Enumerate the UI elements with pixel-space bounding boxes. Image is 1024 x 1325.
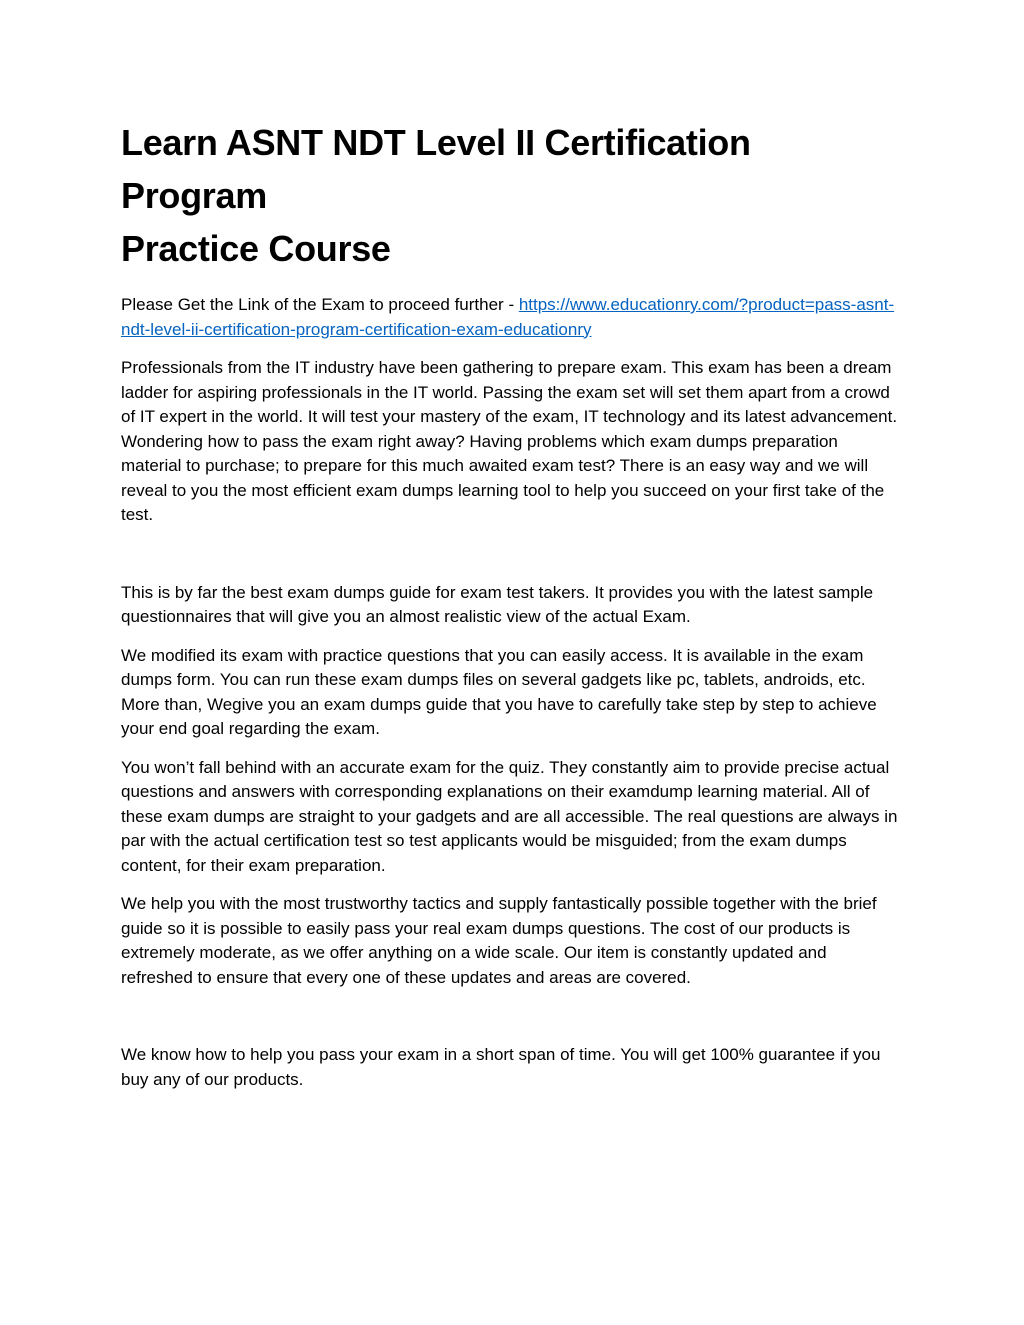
link-paragraph [121, 293, 903, 342]
paragraph-best-guide: This is by far the best exam dumps guide for exam test takers. It provides you with the latest sample questionnaires that will give you an almost realistic view of the actual Exam. [121, 582, 874, 626]
paragraph-guarantee: We know how to help you pass your exam in a short span of time. You will get 100% guarantee if you buy any of our products. [121, 1045, 881, 1089]
blank-line-1 [121, 542, 903, 567]
page-title-line-2: Practice Course [121, 228, 391, 269]
page-title-line-1: Learn ASNT NDT Level II Certification Program [121, 122, 751, 216]
blank-line-2 [121, 1004, 903, 1029]
paragraph-trustworthy-tactics: We help you with the most trustworthy tactics and supply fantastically possible together with the brief guide so it is possible to easily pass your real exam dumps questions. The cost of our products is extremely moderate, as we offer anything on a wide scale. Our item is constantly updated and refreshed to ensure that every one of these updates and areas are covered. [121, 894, 877, 987]
paragraph-intro: Professionals from the IT industry have been gathering to prepare exam. This exam has been a dream ladder for aspiring professionals in the IT world. Passing the exam set will set them apart from a crowd of IT expert in the world. It will test your mastery of the exam, IT technology and its latest advancement. Wondering how to pass the exam right away? Having problems which exam dumps preparation material to purchase; to prepare for this much awaited exam test? There is an easy way and we will reveal to you the most efficient exam dumps learning tool to help you succeed on your first take of the test. [121, 358, 898, 524]
paragraph-accurate-exam: You won’t fall behind with an accurate exam for the quiz. They constantly aim to provide precise actual questions and answers with corresponding explanations on their examdump learning material. All of these exam dumps are straight to your gadgets and are all accessible. The real questions are always in par with the actual certification test so test applicants would be misguided; from the exam dumps content, for their exam preparation. [121, 757, 898, 875]
link-paragraph-prefix: Please Get the Link of the Exam to proceed further - [121, 295, 519, 314]
paragraph-modified-exam: We modified its exam with practice questions that you can easily access. It is available in the exam dumps form. You can run these exam dumps files on several gadgets like pc, tablets, androids, etc. More than, Wegive you an exam dumps guide that you have to carefully take step by step to achieve your end goal regarding the exam. [121, 645, 877, 738]
exam-product-link[interactable]: https://www.educationry.com/?product=pass-asnt-ndt-level-ii-certification-program-certification-exam-educationry [121, 295, 895, 339]
page-title [121, 116, 903, 275]
